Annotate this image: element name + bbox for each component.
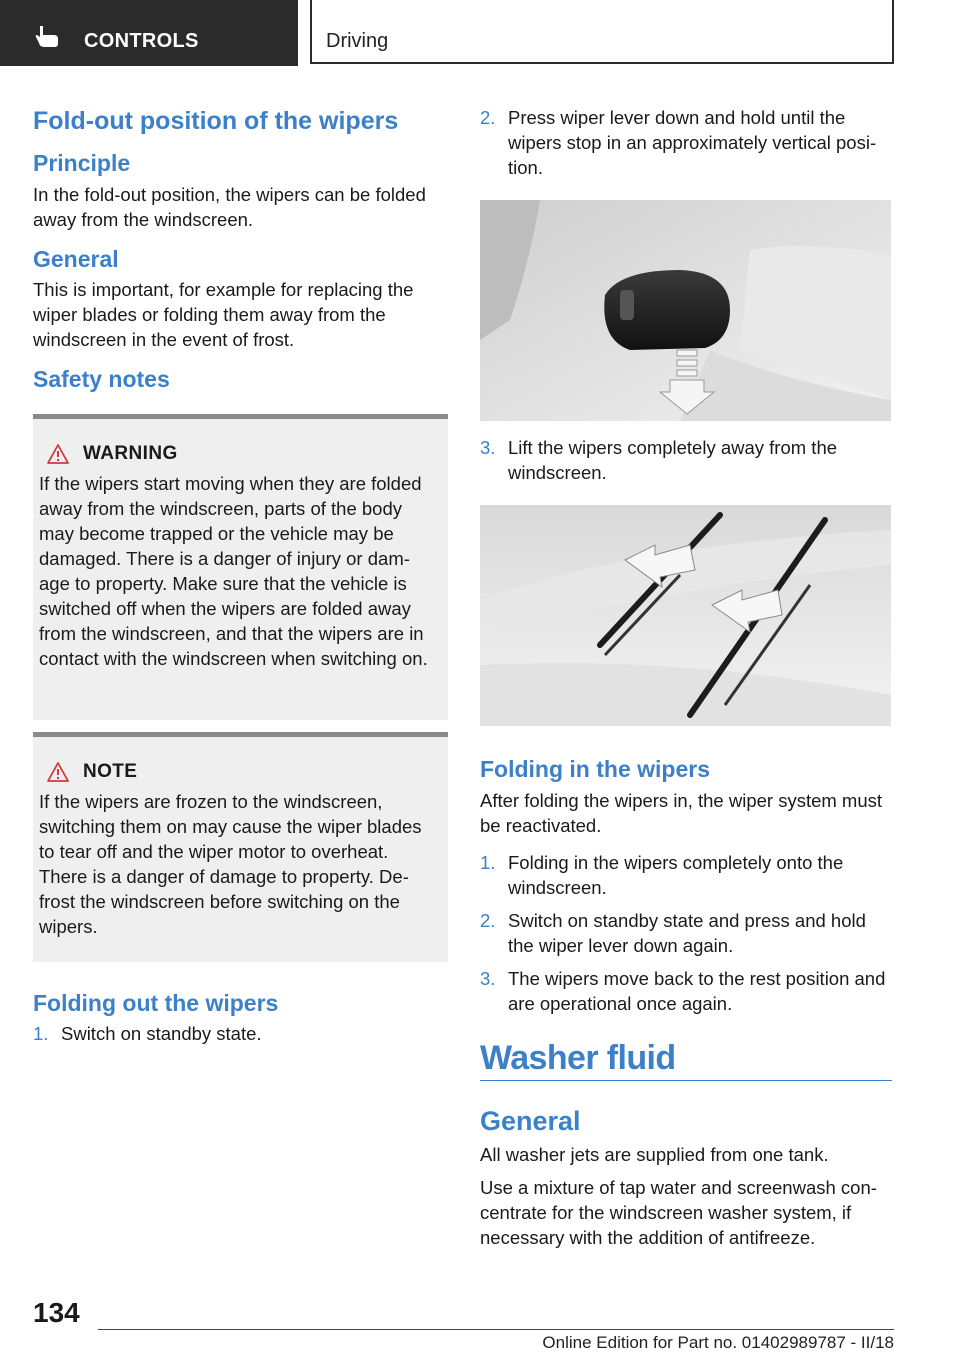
footer-divider: [98, 1329, 894, 1330]
step-text: Switch on standby state.: [61, 1023, 262, 1045]
warning-box: [33, 414, 448, 720]
warning-triangle-icon: [47, 762, 69, 782]
folding-out-steps: [33, 1021, 448, 1046]
list-item: [480, 908, 892, 958]
note-label: NOTE: [83, 760, 138, 782]
step-number: 1.: [480, 851, 496, 873]
folding-out-heading: Folding out the wipers: [33, 989, 279, 1016]
page-header: [0, 0, 960, 66]
list-item: [480, 105, 892, 180]
section-title: Fold-out position of the wipers: [33, 107, 399, 135]
step-text: Lift the wipers completely away from the windscreen.: [508, 437, 838, 483]
section-tab: [0, 0, 298, 66]
folding-in-heading: Folding in the wipers: [480, 756, 710, 782]
section-label: CONTROLS: [84, 30, 199, 52]
note-box: [33, 732, 448, 962]
step-text: Switch on standby state and press and hold the wiper lever down again.: [508, 909, 866, 956]
step-number: 3.: [480, 967, 496, 989]
hand-pointer-icon: [34, 24, 60, 48]
list-item: [480, 966, 892, 1016]
washer-general-heading: General: [480, 1106, 581, 1137]
principle-heading: Principle: [33, 150, 131, 176]
folding-in-steps: [480, 850, 892, 1016]
safety-heading: Safety notes: [33, 366, 170, 393]
chapter-label: Driving: [326, 30, 389, 52]
step-number: 2.: [480, 107, 496, 128]
edition-text: Online Edition for Part no. 01402989787 - II/18: [542, 1333, 894, 1352]
list-item: [480, 850, 892, 900]
principle-text: In the fold-out position, the wipers can be folded away from the windscreen.: [33, 183, 426, 230]
step-text: Press wiper lever down and hold until the wipers stop in an approximately vertical posi-tion.: [508, 107, 877, 178]
step-number: 1.: [33, 1023, 49, 1045]
step-text: The wipers move back to the rest position and are operational once again.: [508, 967, 886, 1014]
list-item: [480, 435, 892, 485]
washer-fluid-heading: Washer fluid: [480, 1038, 676, 1077]
list-item: [33, 1021, 448, 1046]
lifting-wipers-illustration: [480, 505, 891, 726]
washer-text-1: All washer jets are supplied from one tank.: [480, 1143, 829, 1165]
folding-in-text: After folding the wipers in, the wiper system must be reactivated.: [480, 789, 883, 836]
left-column: [33, 100, 448, 1046]
right-column: [480, 100, 892, 1250]
wiper-lever-illustration: [480, 200, 891, 421]
step-number: 2.: [480, 909, 496, 931]
step-text: Folding in the wipers completely onto the windscreen.: [508, 851, 844, 898]
warning-triangle-icon: [47, 444, 69, 464]
general-text: This is important, for example for replacing the wiper blades or folding them away from the windscreen in the event of frost.: [33, 279, 414, 351]
washer-text-2: Use a mixture of tap water and screenwash con-centrate for the windscreen washer system, if necessary with the addition of antifreeze.: [480, 1176, 877, 1248]
washer-fluid-rule: [480, 1038, 892, 1082]
warning-text: If the wipers start moving when they are folded away from the windscreen, parts of the body may become trapped or the vehicle may be damaged. There is a danger of injury or dam-age to property. Make sure that the vehicle is switched off when the wipers are folded away from the windscreen, and that the wipers are in contact with the windscreen when switching on.: [39, 472, 428, 669]
warning-label: WARNING: [83, 442, 178, 464]
note-text: If the wipers are frozen to the windscreen, switching them on may cause the wiper blades to tear off and the wiper motor to overheat. There is a danger of damage to property. De-frost the windscreen before switching on the wipers.: [39, 790, 422, 937]
chapter-tab: [310, 0, 894, 64]
step-number: 3.: [480, 437, 496, 458]
page-number: 134: [33, 1297, 80, 1328]
general-heading: General: [33, 245, 119, 272]
